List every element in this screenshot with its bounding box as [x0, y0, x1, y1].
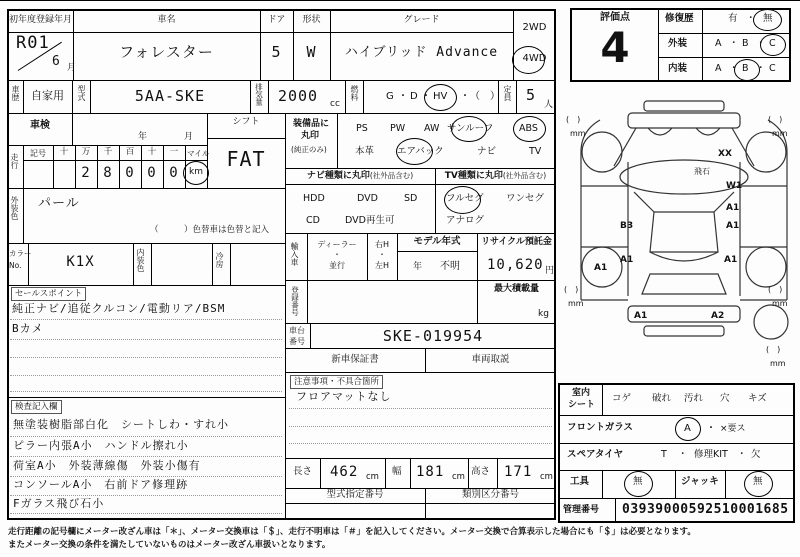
- dot: ・: [756, 63, 766, 74]
- grid-line: [207, 138, 285, 139]
- grid-line: [337, 113, 338, 168]
- airbag-circle: [396, 138, 433, 165]
- length-label: 長さ: [293, 466, 313, 477]
- recycle-unit: 円: [545, 266, 555, 276]
- mm-label: mm: [570, 129, 586, 138]
- tv-full-seg: フルセグ: [446, 193, 484, 204]
- side-right-outer: [768, 120, 787, 300]
- grid-line: [345, 80, 346, 113]
- navi-cd: CD: [306, 215, 320, 226]
- repair-yes: 有: [728, 13, 738, 24]
- max-load-label: 最大積載量: [493, 284, 539, 294]
- grid-line: [285, 233, 556, 234]
- dot: ・: [737, 449, 747, 460]
- dot: ・: [398, 91, 408, 102]
- side-left-outer: [581, 120, 600, 300]
- exterior-c-circle: [760, 34, 786, 56]
- spare-tire-label: スペアタイヤ: [567, 449, 624, 460]
- fuel-hv: HV: [433, 91, 448, 102]
- sales-point-line: 純正ナビ/追従クルコン/電動リア/BSM: [12, 302, 226, 315]
- seat-item: コゲ: [612, 393, 632, 404]
- equipment-label: 装備品に: [293, 119, 330, 129]
- mm-paren: ( ): [566, 115, 581, 124]
- dot: ・: [746, 13, 756, 24]
- mgmt-number-label: 管理番号: [563, 505, 600, 515]
- seat-label-2: シート: [568, 400, 596, 410]
- notes-label: 注意事項・不具合箇所: [290, 375, 383, 389]
- grid-line: [7, 32, 513, 33]
- rear-window: [650, 252, 718, 261]
- wheel-front-right: [746, 132, 786, 172]
- seat-label-1: 室内: [572, 388, 591, 398]
- exterior-b: B: [742, 38, 749, 49]
- grid-line: [558, 415, 795, 416]
- wheel-rear-right: [746, 247, 786, 287]
- grid-line: [385, 458, 386, 488]
- grid-line: [285, 323, 556, 324]
- month-unit: 月: [67, 63, 77, 73]
- chassis-label-1: 車台: [289, 326, 305, 335]
- grid-line: [7, 285, 285, 286]
- front-glass-a: A: [684, 423, 691, 434]
- damage-stone: 飛石: [694, 167, 710, 176]
- color-no-label: カラー: [9, 249, 32, 258]
- dot: ・: [729, 38, 739, 49]
- hood-line: [614, 128, 636, 166]
- dotted-line: [10, 476, 282, 477]
- type-classification-label: 類別区分番号: [461, 489, 519, 500]
- abs-circle: [513, 116, 546, 142]
- km-label: km: [189, 167, 203, 177]
- recycle-value: 10,620: [487, 257, 544, 273]
- fuel-g: G: [386, 91, 394, 102]
- seat-item: 汚れ: [684, 393, 704, 404]
- grid-line: [285, 348, 556, 349]
- grid-line: [615, 498, 616, 523]
- dotted-line: [10, 456, 282, 457]
- digit-header: 十: [59, 147, 69, 157]
- recycle-label: リサイクル預託金: [481, 237, 552, 247]
- repair-label: 修復歴: [665, 13, 694, 24]
- shaken-month-unit: 月: [184, 132, 194, 142]
- damage-code: W1: [726, 181, 743, 191]
- grid-line: [7, 243, 285, 244]
- grid-line: [23, 188, 24, 243]
- dotted-line: [10, 495, 282, 496]
- ac-label: 冷房: [215, 252, 224, 268]
- registration-label: 登録番号: [290, 286, 300, 316]
- mileage-digit: 2: [81, 165, 91, 181]
- mileage-digit: 0: [125, 165, 135, 181]
- damage-code: A1: [724, 255, 738, 265]
- jack-label: ジャッキ: [681, 476, 719, 487]
- equip-leather: 本革: [355, 146, 375, 157]
- grid-line: [72, 80, 73, 113]
- dotted-line: [10, 513, 282, 514]
- rear-plate: [644, 326, 724, 336]
- model-code-value: 5AA-SKE: [134, 87, 206, 105]
- history-value: 自家用: [31, 89, 64, 102]
- dotted-line: [289, 408, 552, 409]
- tools-value: 無: [633, 476, 643, 487]
- seat-item: キズ: [748, 393, 767, 404]
- exterior-label: 外装: [668, 38, 688, 49]
- equipment-label-3: (純正のみ): [291, 145, 327, 154]
- shape-value: W: [306, 43, 317, 61]
- grid-line: [285, 280, 556, 281]
- front-glass-rest: ×要ス: [720, 424, 746, 434]
- height-value: 171: [504, 464, 533, 480]
- interior-color-label: 内装色: [136, 248, 145, 272]
- import-left-h: 左H: [374, 261, 389, 270]
- door-label: ドア: [267, 15, 286, 25]
- chassis-value: SKE-019954: [382, 327, 484, 345]
- repair-no-circle: [753, 9, 782, 31]
- roof: [650, 212, 718, 252]
- dot: ・: [729, 63, 739, 74]
- car-name-value: フォレスター: [119, 43, 214, 61]
- inspection-label: 検査記入欄: [11, 400, 62, 414]
- dotted-line: [10, 319, 282, 320]
- navi-type-header: [285, 171, 435, 181]
- grid-line: [285, 184, 556, 185]
- mileage-digit: 0: [147, 165, 157, 181]
- capacity-value: 5: [526, 86, 537, 104]
- mile-label: マイル: [187, 149, 210, 158]
- equip-aw: AW: [424, 123, 440, 134]
- car-damage-diagram: [556, 84, 800, 384]
- grid-line: [151, 243, 152, 285]
- drive-4wd-circle: [512, 46, 545, 74]
- navi-dvd: DVD: [357, 193, 378, 204]
- mm-label: mm: [772, 299, 788, 308]
- grid-line: [212, 243, 213, 285]
- side-right-dividers: [740, 186, 787, 300]
- equip-ps: PS: [356, 123, 368, 134]
- grid-line: [285, 372, 556, 373]
- tools-label: 工具: [570, 476, 590, 487]
- grid-line: [658, 8, 659, 82]
- dot: ・: [378, 250, 386, 259]
- body-color-value: パール: [38, 196, 80, 211]
- sunroof-circle: [451, 116, 487, 142]
- mm-paren: ( ): [564, 285, 579, 294]
- manual-label: 車両取説: [471, 354, 510, 365]
- fuel-d: D: [410, 91, 418, 102]
- dotted-line: [10, 339, 282, 340]
- inspection-line: Fガラス飛び石小: [13, 497, 105, 510]
- drive-2wd: 2WD: [522, 22, 547, 33]
- digit-header: 千: [103, 147, 113, 157]
- capacity-unit: 人: [544, 100, 554, 110]
- mileage-sign-label: 記号: [30, 149, 46, 158]
- fuel-paren: （ ）: [470, 91, 500, 102]
- damage-code: B3: [620, 221, 634, 231]
- tv-type-header: [435, 171, 556, 181]
- import-dealer: ディーラー: [317, 240, 357, 249]
- interior-label: 内装: [668, 63, 688, 74]
- max-load-unit: kg: [538, 309, 549, 319]
- width-label: 幅: [392, 466, 402, 477]
- tv-one-seg: ワンセグ: [506, 193, 545, 204]
- grid-line: [516, 80, 517, 113]
- jack-value: 無: [753, 476, 763, 487]
- grid-line: [285, 168, 556, 169]
- damage-code: A1: [726, 221, 740, 231]
- damage-code: A1: [726, 203, 740, 213]
- grid-line: [72, 113, 73, 145]
- grid-line: [558, 498, 795, 499]
- inspection-line: コンソールA小 右前ドア修理跡: [13, 478, 189, 491]
- navi-sd: SD: [404, 193, 418, 204]
- front-plate: [644, 101, 724, 111]
- mm-label: mm: [770, 359, 786, 368]
- grade-label: グレード: [403, 15, 440, 25]
- first-reg-month: 6: [52, 54, 61, 69]
- width-value: 181: [416, 464, 445, 480]
- body-color-label: 外装色: [10, 196, 19, 220]
- model-year-unit: 年: [413, 262, 423, 272]
- dotted-line: [10, 391, 282, 392]
- grid-line: [513, 9, 514, 80]
- navi-dvd-play: DVD再生可: [345, 215, 395, 226]
- dot: ・: [421, 91, 431, 102]
- inspection-line: 荷室A小 外装薄線傷 外装小傷有: [13, 459, 201, 472]
- dot: ・: [333, 250, 341, 259]
- grid-line: [468, 458, 469, 488]
- shift-label: シフト: [232, 117, 260, 127]
- grid-line: [7, 145, 207, 146]
- mm-paren: ( ): [768, 285, 783, 294]
- grid-line: [285, 458, 556, 459]
- model-year-label: モデル年式: [413, 236, 461, 247]
- grid-line: [320, 458, 321, 488]
- grid-line: [702, 8, 703, 82]
- grid-line: [658, 57, 791, 58]
- spare-missing: 欠: [751, 449, 761, 460]
- digit-header: 百: [125, 147, 135, 157]
- grid-line: [602, 470, 603, 498]
- scan-top-line: [0, 0, 800, 1]
- spare-t: T: [661, 449, 667, 460]
- mileage-digit: 8: [103, 165, 113, 181]
- color-no-value: K1X: [66, 254, 95, 270]
- tv-type-title: TV種類に丸印: [444, 171, 503, 181]
- grid-line: [7, 397, 285, 398]
- grid-line: [7, 188, 285, 189]
- navi-type-note: (社外品含む): [369, 171, 414, 180]
- grid-line: [250, 80, 251, 113]
- grid-line: [410, 458, 411, 488]
- displacement-label: 排気量: [254, 83, 264, 106]
- exterior-c: C: [769, 38, 776, 49]
- shift-value: FAT: [226, 147, 266, 171]
- pillar-line: [634, 192, 654, 212]
- footer-note-2: またメーター交換の条件を満たしていないものはメーター改ざん車扱いとなります。: [8, 540, 331, 550]
- displacement-value: 2000: [277, 87, 319, 105]
- import-parallel: 並行: [329, 261, 345, 270]
- hood-line: [732, 128, 754, 166]
- equip-tv: TV: [529, 146, 542, 157]
- type-designation-label: 型式指定番号: [326, 489, 384, 500]
- displacement-unit: cc: [330, 99, 340, 109]
- side-left-dividers: [581, 186, 628, 300]
- import-label: 輸入車: [290, 242, 299, 266]
- dot: ・: [678, 449, 688, 460]
- dotted-line: [10, 357, 282, 358]
- equip-navi: ナビ: [477, 146, 497, 157]
- mm-label: mm: [772, 129, 788, 138]
- first-reg-label: 初年度登録年月: [8, 15, 72, 25]
- footer-note-1: 走行距離の記号欄にメーター改ざん車は「＊」、メーター交換車は「＄」、走行不明車は「＃」を記入してください。メーター交換で合算表示した場合にも「＄」は必要となります。: [8, 527, 696, 537]
- shape-label: 形状: [302, 15, 321, 25]
- damage-code: A2: [711, 311, 725, 321]
- car-name-label: 車名: [157, 15, 176, 25]
- seat-item: 破れ: [652, 393, 672, 404]
- body-color-note: （ ）色替車は色替と記入: [150, 225, 270, 235]
- exterior-a: A: [715, 38, 722, 49]
- model-code-label: 型式: [77, 85, 86, 101]
- grid-line: [23, 160, 207, 161]
- shaken-label: 車検: [30, 120, 50, 131]
- km-circle: [183, 161, 209, 185]
- fuel-hv-circle: [424, 84, 457, 111]
- dotted-line: [289, 426, 552, 427]
- equip-pw: PW: [390, 123, 406, 134]
- score-value: 4: [600, 23, 630, 72]
- inspection-line: 無塗装樹脂部白化 シートしわ・すれ小: [13, 418, 229, 431]
- history-label: 車歴: [11, 85, 20, 101]
- height-label: 高さ: [471, 466, 491, 477]
- mm-paren: ( ): [768, 115, 783, 124]
- door-value: 5: [271, 43, 282, 61]
- equip-airbag: エアバック: [397, 146, 444, 157]
- grid-line: [363, 80, 364, 113]
- equip-abs: ABS: [519, 123, 538, 134]
- equip-sunroof: サンルーフ: [447, 123, 494, 134]
- dotted-line: [289, 443, 552, 444]
- equipment-label-2: 丸印: [301, 131, 320, 141]
- damage-code: A1: [634, 311, 648, 321]
- dot: ・: [706, 423, 716, 434]
- wheel-front-left: [582, 132, 622, 172]
- repair-no: 無: [763, 13, 773, 24]
- inspection-line: ピラー内張A小 ハンドル擦れ小: [13, 439, 189, 452]
- grid-line: [675, 470, 676, 498]
- grade-value: ハイブリッド Advance: [344, 45, 499, 60]
- dotted-line: [10, 375, 282, 376]
- grid-line: [497, 458, 498, 488]
- headlight-right: [696, 128, 720, 135]
- first-reg-year: R01: [16, 33, 50, 53]
- shaken-year-unit: 年: [138, 132, 148, 142]
- digit-header: 十: [147, 147, 157, 157]
- length-value: 462: [330, 464, 359, 480]
- color-no-label-2: No.: [9, 261, 22, 270]
- mgmt-number-value: 03939000592510001685: [622, 502, 789, 517]
- navi-hdd: HDD: [303, 193, 325, 204]
- jack-circle: [744, 471, 773, 497]
- grid-line: [397, 251, 477, 252]
- interior-a: A: [715, 63, 722, 74]
- trunk: [642, 274, 726, 294]
- notes-line: フロアマットなし: [296, 390, 392, 403]
- dot: ・: [460, 91, 470, 102]
- damage-code: A1: [594, 263, 608, 273]
- interior-c: C: [769, 63, 776, 74]
- grid-line: [7, 113, 556, 114]
- spare-kit: 修理KIT: [694, 449, 728, 460]
- sales-point-label: セールスポイント: [11, 287, 86, 301]
- front-bumper: [628, 113, 740, 128]
- tools-circle: [624, 471, 653, 497]
- model-year-value: 不明: [440, 261, 460, 272]
- seat-item: 穴: [720, 393, 730, 404]
- chassis-label-2: 番号: [289, 337, 305, 346]
- import-right-h: 右H: [374, 240, 389, 249]
- front-glass-label: フロントガラス: [567, 422, 633, 433]
- drive-4wd: 4WD: [522, 53, 547, 64]
- fuel-label: 燃料: [350, 85, 359, 101]
- digit-header: 万: [81, 147, 91, 157]
- headlight-left: [648, 128, 672, 135]
- full-seg-circle: [444, 186, 481, 214]
- mileage-label: 走行: [10, 153, 19, 169]
- grid-line: [725, 470, 726, 498]
- grid-line: [133, 243, 134, 285]
- spare-tire-circle: [754, 305, 788, 339]
- interior-b: B: [742, 63, 749, 74]
- front-glass-a-circle: [675, 417, 701, 441]
- sales-point-line: Bカメ: [12, 322, 44, 335]
- mileage-digit: 0: [169, 165, 179, 181]
- dot: ・: [756, 38, 766, 49]
- dotted-line: [10, 436, 282, 437]
- damage-code: A1: [620, 255, 634, 265]
- grid-line: [285, 503, 556, 504]
- capacity-label: 定員: [503, 85, 512, 101]
- grid-line: [230, 243, 231, 285]
- score-label: 評価点: [600, 12, 630, 23]
- mm-label: mm: [568, 299, 584, 308]
- height-unit: cm: [540, 472, 553, 482]
- length-unit: cm: [366, 472, 379, 482]
- tv-type-note: (社外品含む): [502, 171, 547, 180]
- mm-paren: ( ): [766, 345, 781, 354]
- navi-type-title: ナビ種類に丸印: [306, 171, 370, 181]
- warranty-label: 新車保証書: [331, 354, 379, 365]
- width-unit: cm: [452, 472, 465, 482]
- tv-analog: アナログ: [446, 215, 485, 226]
- grid-line: [602, 383, 603, 415]
- grid-line: [558, 443, 795, 444]
- digit-header: 一: [169, 147, 179, 157]
- damage-code: XX: [718, 149, 732, 159]
